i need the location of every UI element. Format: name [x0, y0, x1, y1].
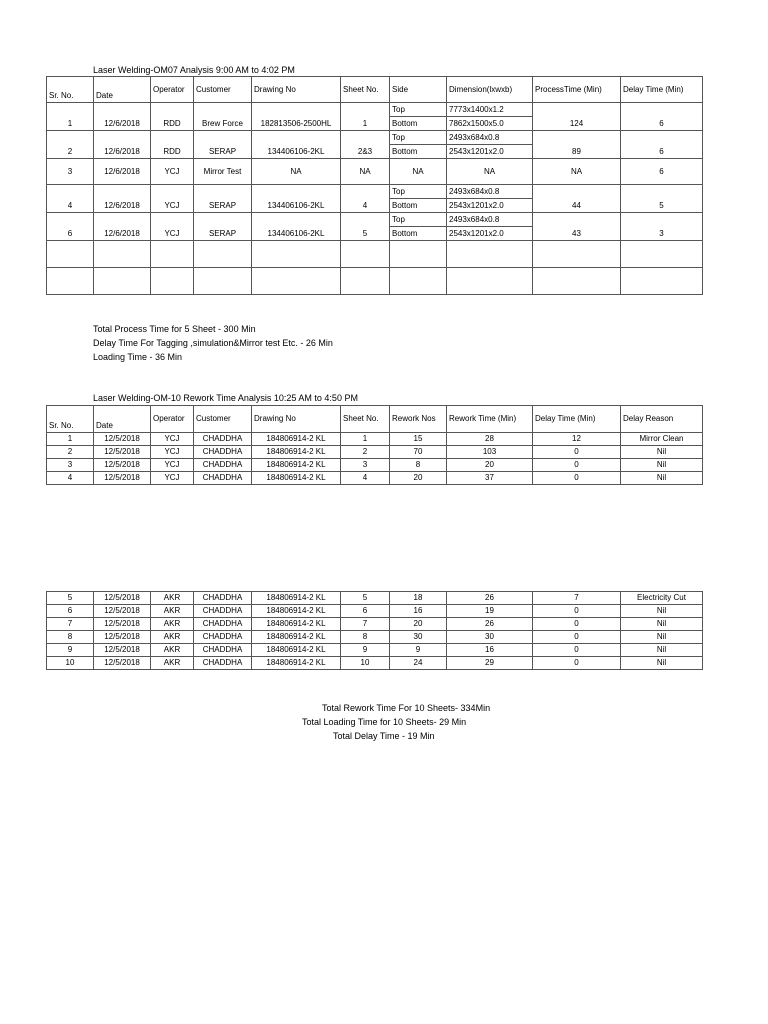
- cell-drawing: 134406106-2KL: [252, 213, 341, 241]
- cell-delay-reason: Nil: [621, 657, 703, 670]
- cell-side-top: Top: [390, 185, 447, 199]
- cell-operator: AKR: [151, 631, 194, 644]
- cell-delay: 7: [533, 592, 621, 605]
- cell-customer: CHADDHA: [194, 459, 252, 472]
- cell-process: 44: [533, 185, 621, 213]
- cell-date: 12/5/2018: [94, 657, 151, 670]
- cell-sheet: 6: [341, 605, 390, 618]
- cell-rework-nos: 16: [390, 605, 447, 618]
- cell-customer: CHADDHA: [194, 472, 252, 485]
- cell-sr: 2: [47, 131, 94, 159]
- cell-sheet: 7: [341, 618, 390, 631]
- cell-sr: 10: [47, 657, 94, 670]
- cell-drawing: 134406106-2KL: [252, 185, 341, 213]
- cell-date: 12/6/2018: [94, 103, 151, 131]
- cell-drawing: 184806914-2 KL: [252, 459, 341, 472]
- cell-drawing: NA: [252, 159, 341, 185]
- cell-drawing: 184806914-2 KL: [252, 472, 341, 485]
- cell-operator: AKR: [151, 618, 194, 631]
- cell-delay: 6: [621, 159, 703, 185]
- header-side: Side: [390, 77, 447, 103]
- cell-process: 89: [533, 131, 621, 159]
- cell-delay: 6: [621, 131, 703, 159]
- cell-operator: RDD: [151, 103, 194, 131]
- cell-customer: CHADDHA: [194, 433, 252, 446]
- cell-customer: CHADDHA: [194, 446, 252, 459]
- cell-dim-top: 2493x684x0.8: [447, 185, 533, 199]
- cell-customer: CHADDHA: [194, 618, 252, 631]
- cell-date: 12/5/2018: [94, 472, 151, 485]
- cell-delay: 6: [621, 103, 703, 131]
- cell-rework-time: 26: [447, 618, 533, 631]
- cell-sr: 1: [47, 433, 94, 446]
- cell-drawing: 184806914-2 KL: [252, 631, 341, 644]
- cell-sr: 5: [47, 592, 94, 605]
- cell-sr: 7: [47, 618, 94, 631]
- cell-dim: NA: [447, 159, 533, 185]
- header-drawing-no: Drawing No: [252, 406, 341, 433]
- cell-sheet: 3: [341, 459, 390, 472]
- cell-rework-time: 30: [447, 631, 533, 644]
- table1-header-row: [47, 77, 703, 103]
- cell-date: 12/5/2018: [94, 644, 151, 657]
- table-row: [47, 131, 703, 145]
- total-delay-note: Total Delay Time - 19 Min: [333, 731, 435, 741]
- header-delay-reason: Delay Reason: [621, 406, 703, 433]
- cell-operator: YCJ: [151, 213, 194, 241]
- cell-date: 12/6/2018: [94, 213, 151, 241]
- cell-drawing: 182813506-2500HL: [252, 103, 341, 131]
- cell-side-top: Top: [390, 131, 447, 145]
- cell-rework-time: 20: [447, 459, 533, 472]
- rework-analysis-table: [46, 405, 703, 485]
- empty-row: [47, 241, 703, 268]
- header-date: Date: [94, 406, 151, 433]
- cell-side: NA: [390, 159, 447, 185]
- cell-operator: YCJ: [151, 185, 194, 213]
- cell-delay-reason: Nil: [621, 631, 703, 644]
- cell-dim-top: 2493x684x0.8: [447, 213, 533, 227]
- cell-delay-reason: Nil: [621, 459, 703, 472]
- table-row: [47, 618, 703, 631]
- cell-date: 12/5/2018: [94, 631, 151, 644]
- empty-row: [47, 268, 703, 295]
- cell-drawing: 184806914-2 KL: [252, 433, 341, 446]
- cell-sr: 2: [47, 446, 94, 459]
- cell-rework-nos: 20: [390, 618, 447, 631]
- cell-sr: 1: [47, 103, 94, 131]
- cell-delay: 5: [621, 185, 703, 213]
- cell-dim-bottom: 2543x1201x2.0: [447, 199, 533, 213]
- cell-delay-reason: Nil: [621, 472, 703, 485]
- cell-customer: CHADDHA: [194, 657, 252, 670]
- header-delay-time: Delay Time (Min): [621, 77, 703, 103]
- cell-delay-reason: Nil: [621, 605, 703, 618]
- cell-rework-nos: 70: [390, 446, 447, 459]
- cell-date: 12/6/2018: [94, 159, 151, 185]
- cell-rework-time: 37: [447, 472, 533, 485]
- cell-side-top: Top: [390, 103, 447, 117]
- cell-sheet: 1: [341, 433, 390, 446]
- cell-delay-reason: Nil: [621, 618, 703, 631]
- cell-date: 12/5/2018: [94, 459, 151, 472]
- table-row: [47, 605, 703, 618]
- cell-drawing: 184806914-2 KL: [252, 446, 341, 459]
- cell-delay: 0: [533, 605, 621, 618]
- cell-drawing: 184806914-2 KL: [252, 644, 341, 657]
- header-delay-time: Delay Time (Min): [533, 406, 621, 433]
- cell-delay: 12: [533, 433, 621, 446]
- cell-delay: 0: [533, 631, 621, 644]
- cell-operator: YCJ: [151, 433, 194, 446]
- cell-drawing: 184806914-2 KL: [252, 605, 341, 618]
- cell-operator: AKR: [151, 657, 194, 670]
- cell-customer: SERAP: [194, 131, 252, 159]
- cell-customer: Mirror Test: [194, 159, 252, 185]
- cell-delay: 0: [533, 657, 621, 670]
- cell-date: 12/5/2018: [94, 433, 151, 446]
- table-row: [47, 185, 703, 199]
- cell-operator: YCJ: [151, 159, 194, 185]
- cell-sheet: 2: [341, 446, 390, 459]
- table-row: [47, 459, 703, 472]
- cell-customer: CHADDHA: [194, 631, 252, 644]
- cell-sheet: 9: [341, 644, 390, 657]
- cell-sr: 3: [47, 459, 94, 472]
- cell-date: 12/6/2018: [94, 131, 151, 159]
- cell-rework-nos: 24: [390, 657, 447, 670]
- cell-side-bottom: Bottom: [390, 117, 447, 131]
- cell-delay-reason: Nil: [621, 446, 703, 459]
- cell-customer: Brew Force: [194, 103, 252, 131]
- cell-side-bottom: Bottom: [390, 199, 447, 213]
- cell-delay-reason: Electricity Cut: [621, 592, 703, 605]
- cell-rework-nos: 30: [390, 631, 447, 644]
- cell-customer: CHADDHA: [194, 644, 252, 657]
- header-operator: Operator: [151, 77, 194, 103]
- cell-date: 12/5/2018: [94, 592, 151, 605]
- cell-dim-bottom: 2543x1201x2.0: [447, 227, 533, 241]
- cell-rework-time: 28: [447, 433, 533, 446]
- table-row: [47, 213, 703, 227]
- cell-delay: 0: [533, 644, 621, 657]
- cell-operator: YCJ: [151, 459, 194, 472]
- table-row: [47, 472, 703, 485]
- cell-date: 12/5/2018: [94, 605, 151, 618]
- cell-customer: CHADDHA: [194, 605, 252, 618]
- cell-delay-reason: Nil: [621, 644, 703, 657]
- total-loading-note: Total Loading Time for 10 Sheets- 29 Min: [302, 717, 467, 727]
- cell-delay: 3: [621, 213, 703, 241]
- cell-operator: YCJ: [151, 446, 194, 459]
- cell-side-bottom: Bottom: [390, 227, 447, 241]
- header-operator: Operator: [151, 406, 194, 433]
- table-row: [47, 644, 703, 657]
- cell-sheet: 4: [341, 185, 390, 213]
- header-sr-no: Sr. No.: [47, 77, 94, 103]
- table-row: [47, 103, 703, 117]
- cell-date: 12/6/2018: [94, 185, 151, 213]
- cell-rework-time: 29: [447, 657, 533, 670]
- table-row: [47, 657, 703, 670]
- table-row: [47, 592, 703, 605]
- loading-time-note: Loading Time - 36 Min: [93, 352, 183, 362]
- cell-sr: 6: [47, 605, 94, 618]
- total-rework-note: Total Rework Time For 10 Sheets- 334Min: [322, 703, 491, 713]
- header-customer: Customer: [194, 77, 252, 103]
- cell-date: 12/5/2018: [94, 618, 151, 631]
- cell-drawing: 184806914-2 KL: [252, 592, 341, 605]
- table2-title: Laser Welding-OM-10 Rework Time Analysis 10:25 AM to 4:50 PM: [93, 393, 358, 403]
- cell-sheet: 4: [341, 472, 390, 485]
- header-drawing-no: Drawing No: [252, 77, 341, 103]
- cell-operator: AKR: [151, 592, 194, 605]
- cell-rework-nos: 20: [390, 472, 447, 485]
- cell-drawing: 184806914-2 KL: [252, 657, 341, 670]
- cell-sr: 4: [47, 472, 94, 485]
- cell-operator: YCJ: [151, 472, 194, 485]
- header-process-time: ProcessTime (Min): [533, 77, 621, 103]
- cell-drawing: 134406106-2KL: [252, 131, 341, 159]
- cell-side-top: Top: [390, 213, 447, 227]
- header-rework-time: Rework Time (Min): [447, 406, 533, 433]
- rework-analysis-table-continued: [46, 591, 703, 670]
- cell-rework-nos: 9: [390, 644, 447, 657]
- cell-sr: 6: [47, 213, 94, 241]
- total-process-note: Total Process Time for 5 Sheet - 300 Min: [93, 324, 256, 334]
- cell-sr: 4: [47, 185, 94, 213]
- cell-operator: AKR: [151, 605, 194, 618]
- table-row: [47, 446, 703, 459]
- cell-dim-bottom: 2543x1201x2.0: [447, 145, 533, 159]
- cell-sheet: 8: [341, 631, 390, 644]
- cell-rework-time: 16: [447, 644, 533, 657]
- cell-sheet: 10: [341, 657, 390, 670]
- cell-dim-top: 7773x1400x1.2: [447, 103, 533, 117]
- cell-operator: AKR: [151, 644, 194, 657]
- cell-rework-nos: 8: [390, 459, 447, 472]
- header-customer: Customer: [194, 406, 252, 433]
- cell-rework-time: 19: [447, 605, 533, 618]
- table1-title: Laser Welding-OM07 Analysis 9:00 AM to 4:02 PM: [93, 65, 295, 75]
- table2-header-row: [47, 406, 703, 433]
- header-dimension: Dimension(lxwxb): [447, 77, 533, 103]
- cell-sheet: 2&3: [341, 131, 390, 159]
- cell-dim-top: 2493x684x0.8: [447, 131, 533, 145]
- header-sheet-no: Sheet No.: [341, 406, 390, 433]
- cell-rework-nos: 18: [390, 592, 447, 605]
- cell-sr: 3: [47, 159, 94, 185]
- cell-process: 124: [533, 103, 621, 131]
- cell-customer: SERAP: [194, 213, 252, 241]
- cell-delay: 0: [533, 472, 621, 485]
- cell-delay: 0: [533, 446, 621, 459]
- cell-operator: RDD: [151, 131, 194, 159]
- cell-customer: SERAP: [194, 185, 252, 213]
- cell-rework-nos: 15: [390, 433, 447, 446]
- header-sr-no: Sr. No.: [47, 406, 94, 433]
- cell-drawing: 184806914-2 KL: [252, 618, 341, 631]
- cell-delay: 0: [533, 618, 621, 631]
- cell-sr: 9: [47, 644, 94, 657]
- cell-process: 43: [533, 213, 621, 241]
- cell-sheet: 5: [341, 213, 390, 241]
- header-rework-nos: Rework Nos: [390, 406, 447, 433]
- cell-customer: CHADDHA: [194, 592, 252, 605]
- cell-sheet: NA: [341, 159, 390, 185]
- delay-tagging-note: Delay Time For Tagging ,simulation&Mirror test Etc. - 26 Min: [93, 338, 333, 348]
- cell-delay: 0: [533, 459, 621, 472]
- cell-rework-time: 103: [447, 446, 533, 459]
- cell-sheet: 5: [341, 592, 390, 605]
- process-analysis-table: [46, 76, 703, 295]
- table-row: [47, 433, 703, 446]
- cell-sheet: 1: [341, 103, 390, 131]
- header-sheet-no: Sheet No.: [341, 77, 390, 103]
- table-row: [47, 631, 703, 644]
- table-row: [47, 159, 703, 185]
- cell-date: 12/5/2018: [94, 446, 151, 459]
- cell-side-bottom: Bottom: [390, 145, 447, 159]
- header-date: Date: [94, 77, 151, 103]
- cell-sr: 8: [47, 631, 94, 644]
- cell-dim-bottom: 7862x1500x5.0: [447, 117, 533, 131]
- cell-delay-reason: Mirror Clean: [621, 433, 703, 446]
- cell-process: NA: [533, 159, 621, 185]
- cell-rework-time: 26: [447, 592, 533, 605]
